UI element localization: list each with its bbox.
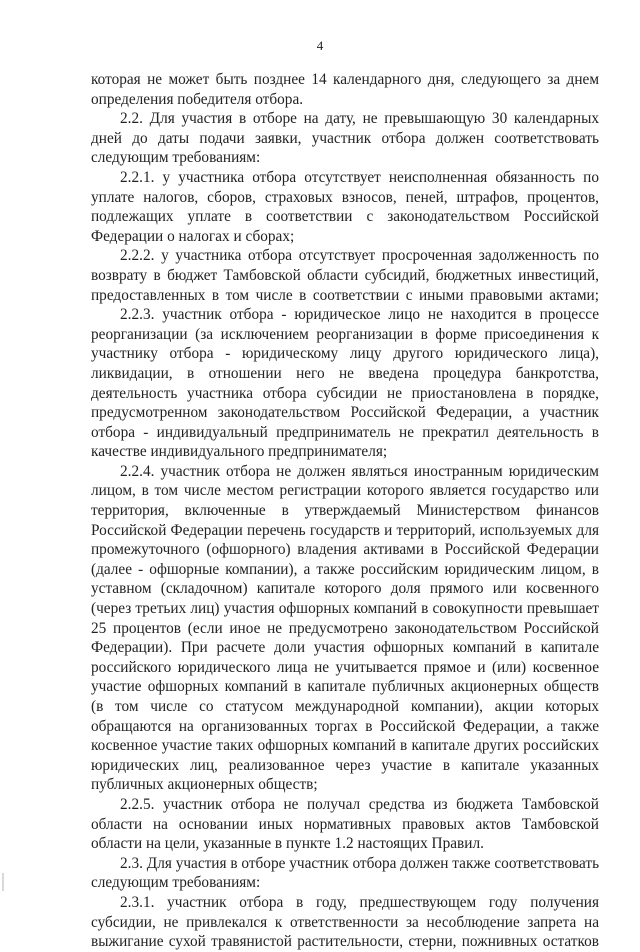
- text-line: отбора - индивидуальный предприниматель не прекратил деятельность в: [91, 423, 599, 441]
- text-line: предусмотренном законодательством Российской Федерации, а участник: [91, 404, 599, 422]
- text-line: предоставленных в том числе в соответствии с иными правовыми актами;: [91, 286, 599, 304]
- text-line: 2.2.5. участник отбора не получал средства из бюджета Тамбовской: [120, 795, 599, 813]
- text-line: 2.2.4. участник отбора не должен являться иностранным юридическим: [120, 462, 599, 480]
- text-line: 2.2. Для участия в отборе на дату, не превышающую 30 календарных: [120, 110, 599, 128]
- text-line: Федерации). При расчете доли участия офшорных компаний в капитале: [91, 639, 599, 657]
- text-line: 2.2.1. у участника отбора отсутствует неисполненная обязанность по: [120, 168, 599, 186]
- text-line: российского юридического лица не учитывается прямое и (или) косвенное: [91, 658, 599, 676]
- text-line: участие офшорных компаний в капитале публичных акционерных обществ: [91, 678, 599, 696]
- text-line: следующим требованиям:: [91, 149, 261, 167]
- text-line: обращаются на организованных торгах в Российской Федерации, а также: [91, 717, 599, 735]
- text-line: (в том числе со статусом международной компании), акции которых: [91, 698, 599, 715]
- text-line: области на основании иных нормативных правовых актов Тамбовской: [91, 815, 599, 833]
- text-line: дней до даты подачи заявки, участник отбора должен соответствовать: [91, 129, 599, 147]
- text-line: косвенное участие таких офшорных компаний в капитале других российских: [91, 737, 599, 755]
- text-line: 2.2.3. участник отбора - юридическое лицо не находится в процессе: [120, 306, 599, 324]
- text-line: Федерации о налогах и сборах;: [91, 227, 295, 245]
- text-line: лицом, в том числе местом регистрации которого является государство или: [91, 482, 599, 500]
- document-body-text: [91, 70, 599, 952]
- text-line: которая не может быть позднее 14 календарного дня, следующего за днем: [91, 71, 599, 88]
- text-line: выжигание сухой травянистой растительности, стерни, пожнивных остатков: [91, 933, 599, 951]
- text-line: возврату в бюджет Тамбовской области субсидий, бюджетных инвестиций,: [91, 266, 599, 284]
- text-line: реорганизации (за исключением реорганизации в форме присоединения к: [91, 325, 599, 343]
- text-line: территория, включенные в утверждаемый Министерством финансов: [91, 502, 599, 520]
- text-line: ликвидации, в отношении него не введена процедура банкротства,: [91, 364, 599, 382]
- text-line: публичных акционерных обществ;: [91, 776, 318, 794]
- text-line: уплате налогов, сборов, страховых взносов, пеней, штрафов, процентов,: [91, 188, 599, 206]
- text-line: 2.3.1. участник отбора в году, предшествующем году получения: [120, 893, 599, 911]
- text-line: 2.3. Для участия в отборе участник отбора должен также соответствовать: [120, 854, 600, 872]
- text-line: подлежащих уплате в соответствии с законодательством Российской: [91, 208, 599, 226]
- text-line: участнику отбора - юридическому лицу другого юридического лица),: [91, 345, 599, 363]
- text-line: определения победителя отбора.: [91, 90, 304, 108]
- text-line: юридических лиц, реализованное через участие в капитале указанных: [91, 756, 599, 774]
- text-line: области на цели, указанные в пункте 1.2 настоящих Правил.: [91, 835, 484, 853]
- text-line: 25 процентов (если иное не предусмотрено законодательством Российской: [91, 619, 599, 637]
- text-line: следующим требованиям:: [91, 874, 261, 892]
- text-line: (через третьих лиц) участия офшорных компаний в совокупности превышает: [91, 600, 599, 618]
- text-line: промежуточного (офшорного) владения активами в Российской Федерации: [91, 541, 599, 559]
- scan-edge-mark: [2, 873, 4, 891]
- text-line: 2.2.2. у участника отбора отсутствует просроченная задолженность по: [120, 247, 599, 265]
- page-number: 4: [316, 38, 324, 53]
- text-line: деятельность участника отбора субсидии не приостановлена в порядке,: [91, 384, 599, 402]
- text-line: (далее - офшорные компании), а также российским юридическим лицом, в: [91, 560, 599, 578]
- text-line: уставном (складочном) капитале которого доля прямого или косвенного: [91, 580, 599, 598]
- text-line: качестве индивидуального предпринимателя;: [91, 443, 388, 461]
- text-line: Российской Федерации перечень государств и территорий, используемых для: [91, 521, 599, 539]
- text-line: субсидии, не привлекался к ответственности за несоблюдение запрета на: [91, 913, 599, 931]
